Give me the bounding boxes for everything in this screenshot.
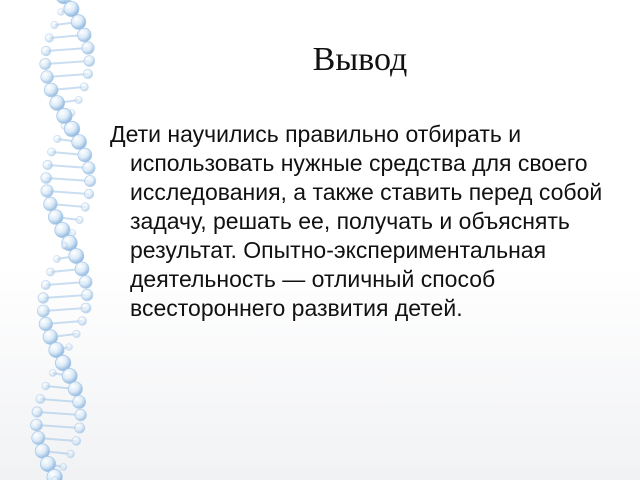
dna-bead bbox=[75, 409, 87, 421]
dna-bead bbox=[81, 303, 91, 313]
dna-bead bbox=[39, 317, 52, 330]
dna-bead bbox=[82, 289, 93, 300]
dna-bead bbox=[60, 464, 67, 471]
dna-bead bbox=[75, 96, 82, 103]
dna-bead bbox=[84, 189, 94, 199]
dna-bead bbox=[85, 175, 96, 186]
slide-body bbox=[110, 120, 610, 323]
dna-bead bbox=[48, 148, 56, 156]
dna-bead bbox=[44, 197, 58, 211]
dna-bead bbox=[78, 317, 87, 326]
dna-bead bbox=[54, 256, 61, 263]
dna-bead bbox=[83, 162, 96, 175]
dna-bead bbox=[32, 407, 42, 417]
dna-bead bbox=[31, 419, 43, 431]
dna-bead bbox=[38, 293, 49, 304]
dna-bead bbox=[71, 15, 86, 30]
dna-bead bbox=[72, 135, 87, 150]
dna-rung bbox=[43, 308, 86, 311]
dna-bead bbox=[36, 395, 45, 404]
dna-bead bbox=[73, 396, 86, 409]
dna-bead bbox=[49, 370, 56, 377]
dna-bead bbox=[48, 210, 63, 225]
dna-bead bbox=[62, 369, 77, 384]
dna-bead bbox=[47, 268, 55, 276]
dna-bead bbox=[78, 148, 92, 162]
dna-bead bbox=[83, 69, 92, 78]
dna-bead bbox=[69, 249, 84, 264]
dna-bead bbox=[42, 382, 50, 390]
dna-bead bbox=[75, 262, 89, 276]
dna-rung bbox=[37, 412, 80, 415]
dna-bead bbox=[45, 34, 53, 42]
body-paragraph: Дети научились правильно отбирать и использовать нужные средства для своего исследования, а также ставить перед собой задачу, решать ее, получать и объяснять результат. Опытно-экспериментальная деятельность — отличный способ всестороннего развития детей. bbox=[110, 121, 603, 321]
dna-bead bbox=[41, 46, 51, 56]
dna-bead bbox=[82, 42, 94, 54]
dna-bead bbox=[66, 344, 73, 351]
dna-bead bbox=[44, 83, 58, 97]
dna-bead bbox=[40, 58, 51, 69]
dna-bead bbox=[78, 28, 92, 42]
dna-rung bbox=[45, 61, 89, 64]
dna-bead bbox=[32, 431, 45, 444]
dna-bead bbox=[41, 71, 54, 84]
dna-bead bbox=[76, 216, 83, 223]
dna-bead bbox=[43, 160, 52, 169]
dna-rung bbox=[46, 178, 90, 181]
dna-bead bbox=[68, 382, 82, 396]
dna-bead bbox=[54, 135, 61, 142]
dna-bead bbox=[72, 437, 81, 446]
dna-bead bbox=[84, 56, 95, 67]
dna-bead bbox=[41, 173, 52, 184]
dna-bead bbox=[61, 243, 68, 250]
dna-bead bbox=[64, 1, 79, 16]
dna-rung bbox=[37, 425, 80, 428]
dna-bead bbox=[73, 330, 80, 337]
dna-bead bbox=[37, 305, 49, 317]
dna-bead bbox=[67, 450, 75, 458]
dna-bead bbox=[75, 423, 85, 433]
dna-rung bbox=[43, 295, 87, 298]
dna-bead bbox=[79, 276, 92, 289]
dna-bead bbox=[80, 83, 88, 91]
dna-bead bbox=[41, 185, 53, 197]
dna-bead bbox=[81, 203, 89, 211]
slide-title: Вывод bbox=[312, 41, 408, 78]
dna-bead bbox=[58, 9, 65, 16]
dna-bead bbox=[51, 21, 58, 28]
dna-bead bbox=[41, 280, 50, 289]
